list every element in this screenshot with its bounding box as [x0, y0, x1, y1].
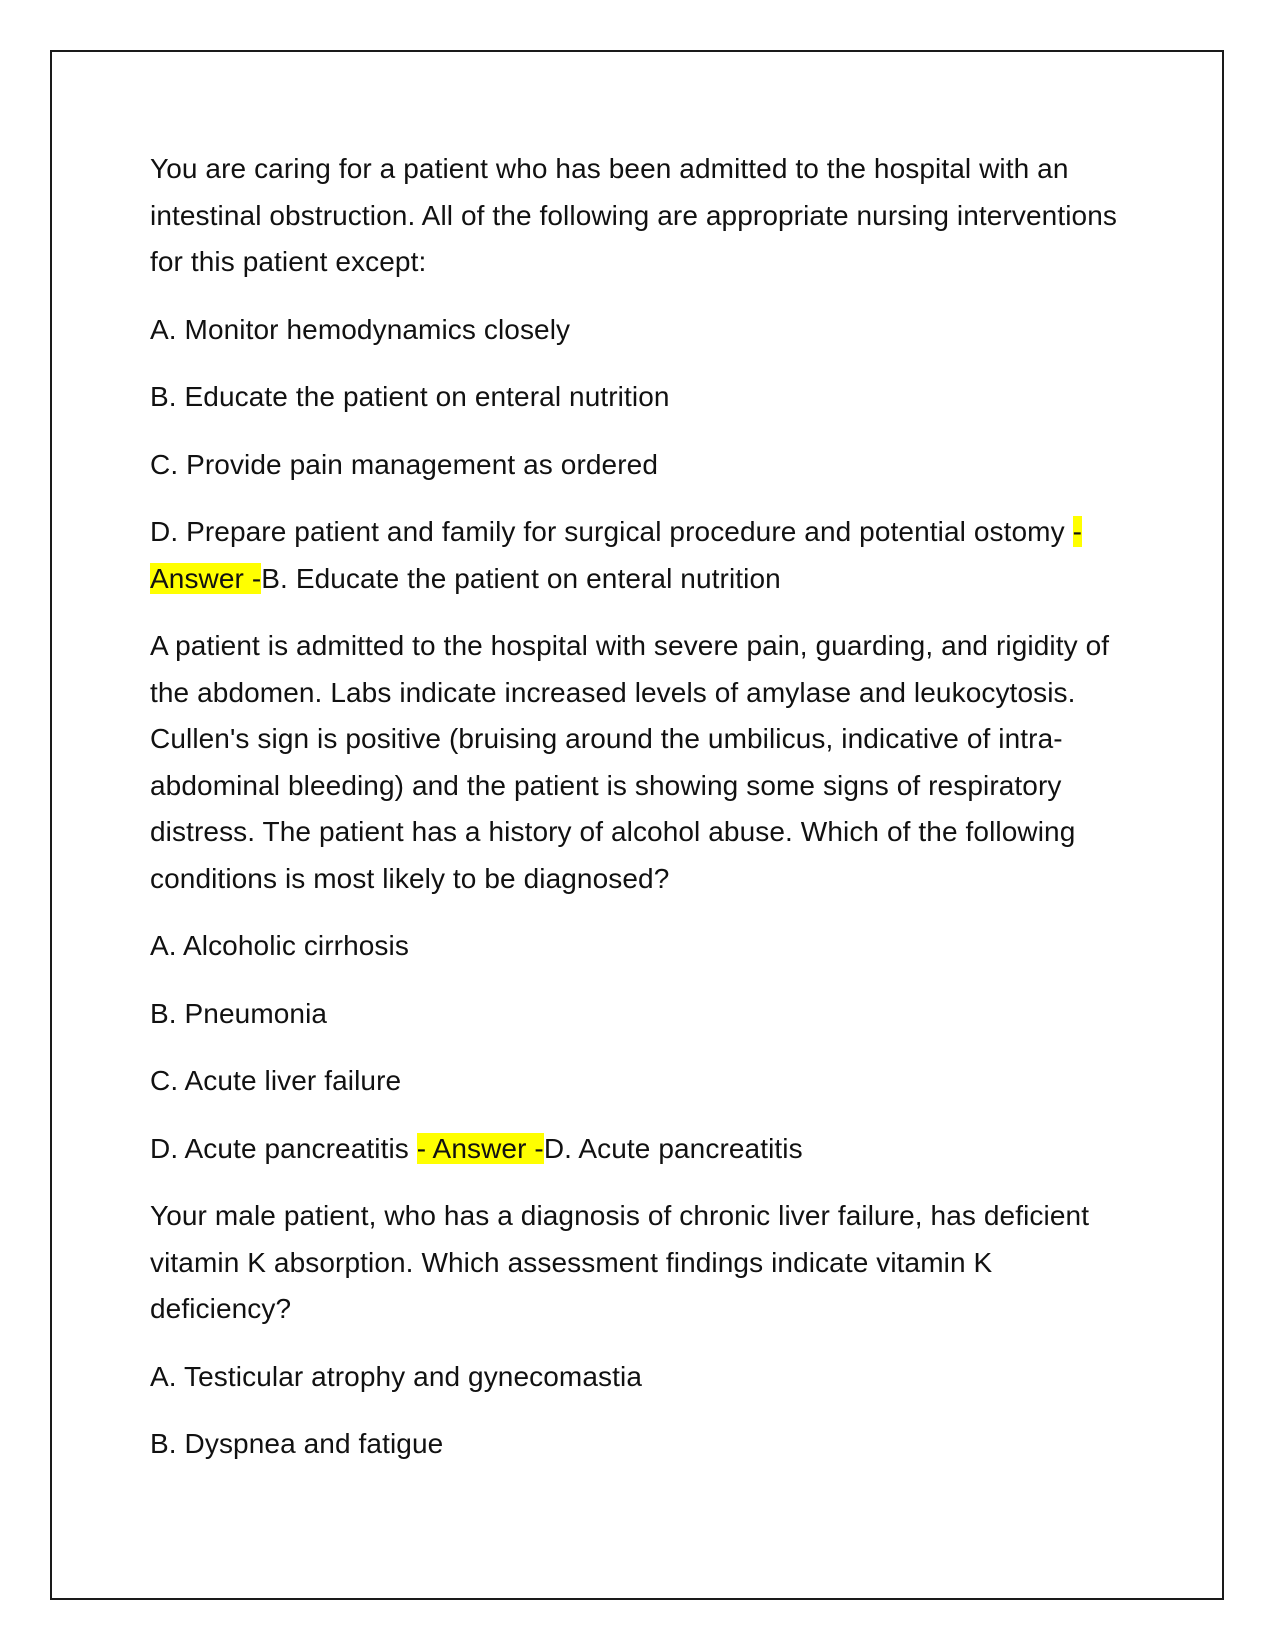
answer-option-text: D. Acute pancreatitis [150, 1132, 417, 1164]
answer-option: A. Alcoholic cirrhosis [150, 930, 409, 961]
answer-option: C. Provide pain management as ordered [150, 448, 658, 480]
answer-option: C. Acute liver failure [150, 1065, 402, 1096]
correct-answer: D. Acute pancreatitis [543, 1132, 803, 1164]
document-body [150, 146, 1140, 1489]
question-stem: A patient is admitted to the hospital with severe pain, guarding, and rigidity of the abdomen. Labs indicate increased levels of amylase and leukocytosis. Cullen's sign is positive (bruising around the umbilicus, indicative of intra-abdominal bleeding) and the patient is showing some signs of respiratory distress. The patient has a history of alcohol abuse. Which of the following conditions is most likely to be diagnosed? [150, 630, 1110, 894]
answer-option: B. Pneumonia [150, 997, 328, 1029]
answer-marker-highlight: - Answer - [416, 1132, 544, 1164]
answer-option-with-answer [150, 509, 1140, 602]
answer-option: A. Monitor hemodynamics closely [150, 313, 571, 345]
answer-option-with-answer [150, 1126, 1140, 1173]
question-stem: You are caring for a patient who has been admitted to the hospital with an intestinal obstruction. All of the following are appropriate nursing interventions for this patient except: [150, 153, 1117, 277]
question-stem: Your male patient, who has a diagnosis of chronic liver failure, has deficient vitamin K absorption. Which assessment findings indicate vitamin K deficiency? [150, 1200, 1090, 1324]
answer-option: B. Educate the patient on enteral nutrition [150, 381, 670, 412]
answer-option-text: D. Prepare patient and family for surgical procedure and potential ostomy [150, 516, 1073, 547]
answer-option: B. Dyspnea and fatigue [150, 1428, 444, 1459]
answer-marker-highlight: - Answer - [150, 516, 1082, 594]
answer-option: A. Testicular atrophy and gynecomastia [150, 1360, 642, 1392]
correct-answer: B. Educate the patient on enteral nutrition [261, 562, 781, 594]
